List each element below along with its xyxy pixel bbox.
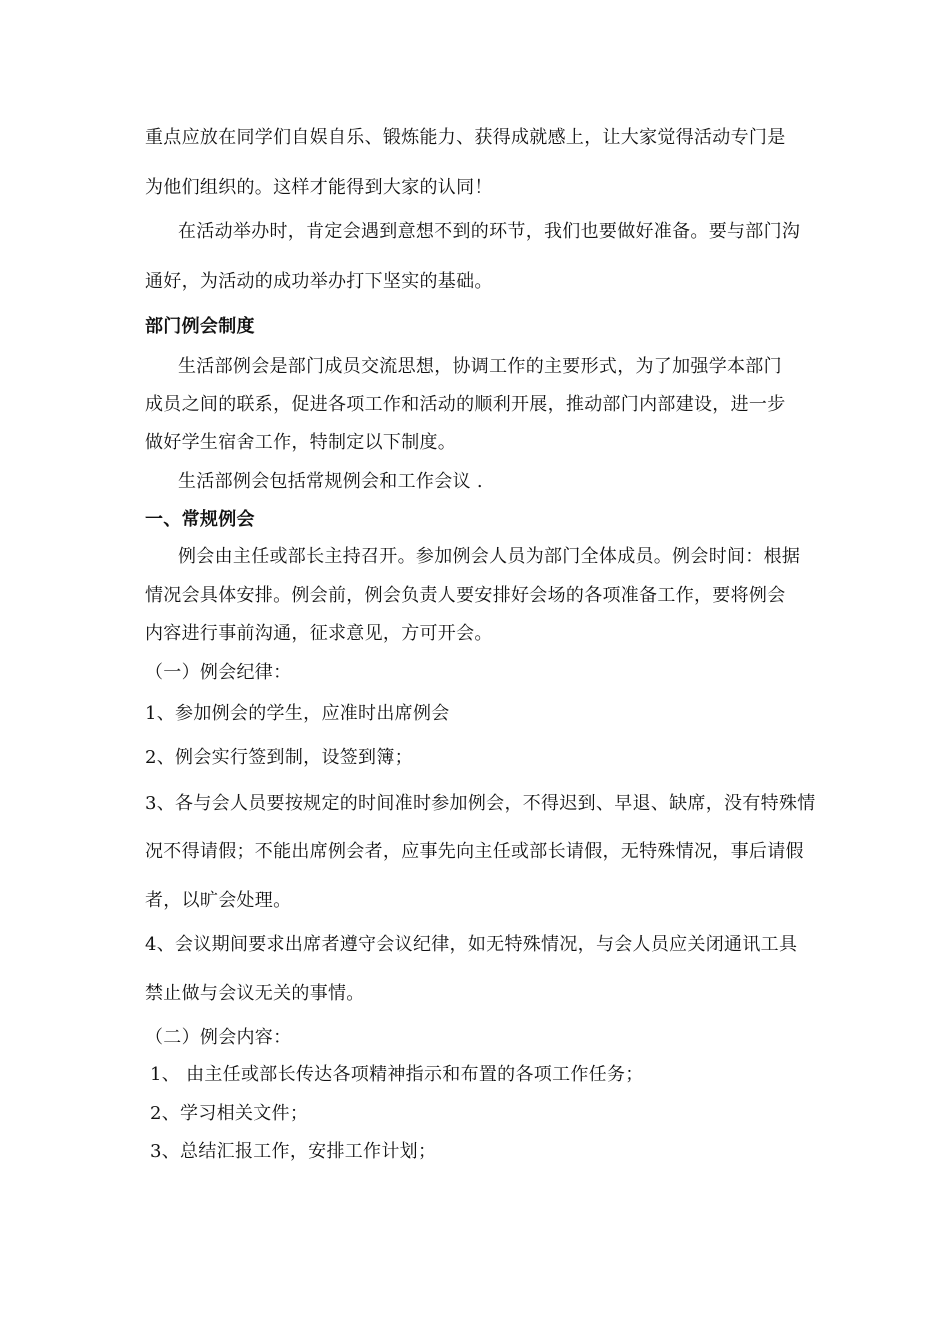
paragraph-line: 内容进行事前沟通，征求意见，方可开会。	[145, 623, 493, 644]
paragraph-line: 例会由主任或部长主持召开。参加例会人员为部门全体成员。例会时间：根据	[178, 546, 801, 567]
list-item-continuation: 况不得请假；不能出席例会者，应事先向主任或部长请假，无特殊情况，事后请假	[145, 841, 804, 862]
list-item: 3、各与会人员要按规定的时间准时参加例会，不得迟到、早退、缺席，没有特殊情	[145, 793, 816, 814]
paragraph-line: 成员之间的联系，促进各项工作和活动的顺利开展，推动部门内部建设，进一步	[145, 394, 786, 415]
list-item: 2、学习相关文件；	[150, 1103, 309, 1124]
paragraph-line: 生活部例会是部门成员交流思想，协调工作的主要形式，为了加强学本部门	[178, 356, 782, 377]
paragraph-line: 情况会具体安排。例会前，例会负责人要安排好会场的各项准备工作，要将例会	[145, 585, 786, 606]
section-heading: 一、常规例会	[145, 509, 255, 530]
list-item-continuation: 禁止做与会议无关的事情。	[145, 983, 365, 1004]
paragraph-line: 做好学生宿舍工作，特制定以下制度。	[145, 432, 457, 453]
list-item-continuation: 者，以旷会处理。	[145, 890, 292, 911]
subsection-heading: （一）例会纪律：	[145, 662, 292, 683]
list-item: 1、参加例会的学生，应准时出席例会	[145, 703, 450, 724]
list-item: 2、例会实行签到制，设签到簿；	[145, 747, 413, 768]
list-item: 4、会议期间要求出席者遵守会议纪律，如无特殊情况，与会人员应关闭通讯工具	[145, 934, 798, 955]
section-heading: 部门例会制度	[145, 316, 255, 337]
paragraph-line: 通好，为活动的成功举办打下坚实的基础。	[145, 271, 493, 292]
paragraph-line: 为他们组织的。这样才能得到大家的认同！	[145, 177, 493, 198]
paragraph-line: 生活部例会包括常规例会和工作会议 .	[178, 471, 483, 492]
paragraph-line: 在活动举办时，肯定会遇到意想不到的环节，我们也要做好准备。要与部门沟	[178, 221, 801, 242]
subsection-heading: （二）例会内容：	[145, 1027, 292, 1048]
paragraph-line: 重点应放在同学们自娱自乐、锻炼能力、获得成就感上，让大家觉得活动专门是	[145, 127, 786, 148]
list-item: 1、 由主任或部长传达各项精神指示和布置的各项工作任务；	[150, 1064, 644, 1085]
list-item: 3、总结汇报工作，安排工作计划；	[150, 1141, 437, 1162]
